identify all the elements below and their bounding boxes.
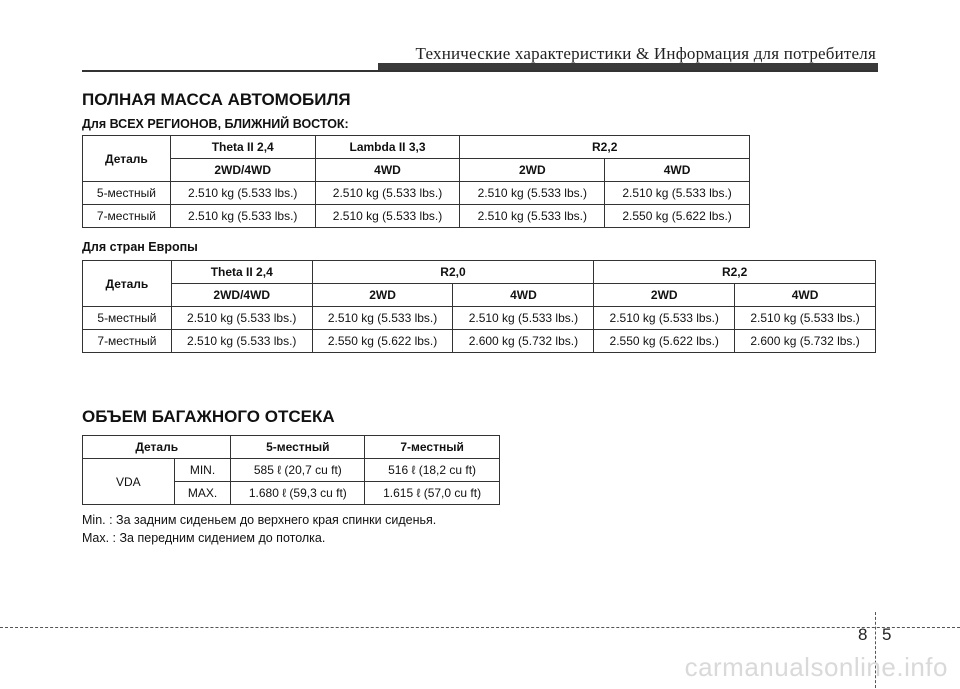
weight-cell: 2.510 kg (5.533 lbs.) (315, 182, 460, 205)
table-row (83, 182, 750, 205)
gross-weight-title: ПОЛНАЯ МАССА АВТОМОБИЛЯ (82, 90, 351, 109)
weight-cell: 2.550 kg (5.622 lbs.) (605, 205, 750, 228)
detail-header: Деталь (83, 261, 172, 307)
weight-cell: 2.550 kg (5.622 lbs.) (312, 330, 453, 353)
vda-label: VDA (83, 459, 175, 505)
engine-header: Theta II 2,4 (170, 136, 315, 159)
weight-cell: 2.510 kg (5.533 lbs.) (312, 307, 453, 330)
engine-header: Theta II 2,4 (171, 261, 312, 284)
weight-cell: 2.510 kg (5.533 lbs.) (735, 307, 876, 330)
row-label: MAX. (174, 482, 231, 505)
all-regions-subtitle: Для ВСЕХ РЕГИОНОВ, БЛИЖНИЙ ВОСТОК: (82, 117, 349, 131)
luggage-title: ОБЪЕМ БАГАЖНОГО ОТСЕКА (82, 407, 335, 426)
weight-cell: 2.510 kg (5.533 lbs.) (460, 205, 605, 228)
weight-cell: 2.510 kg (5.533 lbs.) (594, 307, 735, 330)
drive-header: 2WD (460, 159, 605, 182)
drive-header: 4WD (453, 284, 594, 307)
weight-cell: 2.510 kg (5.533 lbs.) (170, 182, 315, 205)
row-label: MIN. (174, 459, 231, 482)
page-number: 5 (882, 625, 892, 644)
detail-header: Деталь (83, 136, 171, 182)
weight-cell: 2.550 kg (5.622 lbs.) (594, 330, 735, 353)
detail-header: Деталь (83, 436, 231, 459)
weight-cell: 2.600 kg (5.732 lbs.) (453, 330, 594, 353)
row-label: 5-местный (83, 182, 171, 205)
note-max: Max. : За передним сидением до потолка. (82, 531, 326, 545)
table-row (83, 307, 876, 330)
watermark: carmanualsonline.info (684, 652, 948, 682)
drive-header: 2WD/4WD (171, 284, 312, 307)
volume-cell: 516 ℓ (18,2 cu ft) (365, 459, 500, 482)
note-min: Min. : За задним сиденьем до верхнего края спинки сиденья. (82, 513, 437, 527)
seat-header: 7-местный (365, 436, 500, 459)
drive-header: 2WD (594, 284, 735, 307)
europe-subtitle: Для стран Европы (82, 240, 198, 254)
all-regions-weight-table (82, 135, 750, 228)
weight-cell: 2.510 kg (5.533 lbs.) (315, 205, 460, 228)
weight-cell: 2.510 kg (5.533 lbs.) (460, 182, 605, 205)
engine-header: R2,2 (594, 261, 876, 284)
drive-header: 4WD (605, 159, 750, 182)
footer-dashed-line (0, 627, 960, 628)
weight-cell: 2.510 kg (5.533 lbs.) (453, 307, 594, 330)
engine-header: Lambda II 3,3 (315, 136, 460, 159)
drive-header: 4WD (735, 284, 876, 307)
table-row (83, 205, 750, 228)
weight-cell: 2.510 kg (5.533 lbs.) (171, 330, 312, 353)
drive-header: 4WD (315, 159, 460, 182)
drive-header: 2WD/4WD (170, 159, 315, 182)
volume-cell: 585 ℓ (20,7 cu ft) (231, 459, 365, 482)
weight-cell: 2.510 kg (5.533 lbs.) (171, 307, 312, 330)
header-rule (82, 70, 878, 72)
luggage-table (82, 435, 500, 505)
seat-header: 5-местный (231, 436, 365, 459)
weight-cell: 2.510 kg (5.533 lbs.) (605, 182, 750, 205)
row-label: 5-местный (83, 307, 172, 330)
weight-cell: 2.600 kg (5.732 lbs.) (735, 330, 876, 353)
row-label: 7-местный (83, 330, 172, 353)
row-label: 7-местный (83, 205, 171, 228)
drive-header: 2WD (312, 284, 453, 307)
volume-cell: 1.680 ℓ (59,3 cu ft) (231, 482, 365, 505)
table-row (83, 459, 500, 482)
table-row (83, 330, 876, 353)
page-number-chapter: 8 (858, 625, 868, 644)
engine-header: R2,2 (460, 136, 750, 159)
page-header-title: Технические характеристики & Информация для потребителя (415, 44, 876, 63)
europe-weight-table (82, 260, 876, 353)
weight-cell: 2.510 kg (5.533 lbs.) (170, 205, 315, 228)
engine-header: R2,0 (312, 261, 594, 284)
volume-cell: 1.615 ℓ (57,0 cu ft) (365, 482, 500, 505)
